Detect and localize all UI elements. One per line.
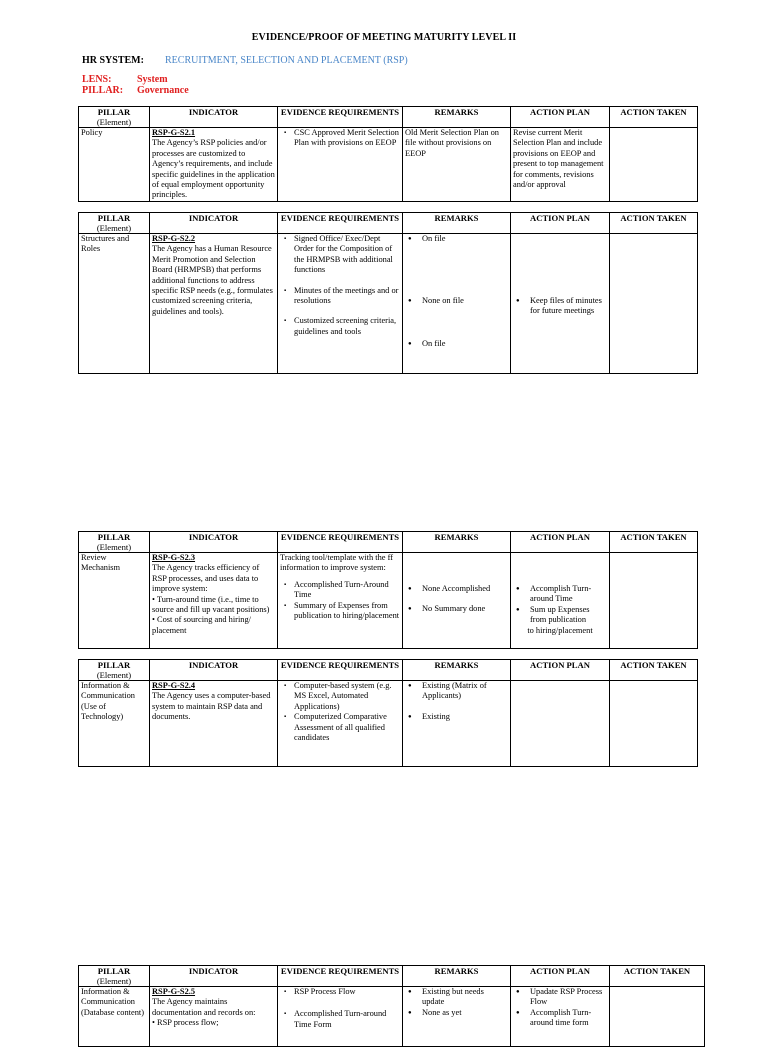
remarks-item: ● None on file — [405, 296, 508, 306]
remarks-cell — [403, 234, 511, 374]
table-header-row — [79, 213, 698, 234]
action-taken-cell — [610, 553, 698, 649]
table-row — [79, 987, 705, 1047]
lens-label: LENS: — [82, 74, 112, 85]
header-remarks: REMARKS — [403, 532, 511, 553]
header-remarks: REMARKS — [403, 660, 511, 681]
evidence-table-4 — [78, 659, 698, 767]
action-taken-cell — [610, 234, 698, 374]
indicator-cell — [150, 987, 278, 1047]
action-plan-cell — [511, 553, 610, 649]
indicator-code: RSP-G-S2.1 — [152, 128, 196, 137]
evidence-item: ▪ Accomplished Turn-Around Time — [280, 580, 400, 601]
action-plan-item: ● Accomplish Turn-around Time — [513, 584, 607, 605]
pillar-cell: Policy — [79, 128, 150, 202]
hr-system-label: HR SYSTEM: — [82, 55, 144, 66]
table-row — [79, 681, 698, 767]
evidence-item: ▪ Accomplished Turn-around Time Form — [280, 1009, 400, 1030]
remarks-cell — [403, 987, 511, 1047]
header-action-taken: ACTION TAKEN — [610, 107, 698, 128]
action-plan-item: ● Sum up Expenses from publication — [513, 605, 607, 626]
document-title: EVIDENCE/PROOF OF MEETING MATURITY LEVEL II — [251, 32, 517, 43]
header-indicator: INDICATOR — [150, 966, 278, 987]
header-action-taken: ACTION TAKEN — [610, 660, 698, 681]
evidence-cell — [278, 128, 403, 202]
indicator-cell — [150, 234, 278, 374]
evidence-item: ▪ CSC Approved Merit Selection Plan with provisions on EEOP — [280, 128, 400, 149]
evidence-table-5 — [78, 965, 705, 1047]
indicator-item: • Turn-around time (i.e., time to source and fill up vacant positions) — [152, 594, 270, 615]
action-plan-item: ● Upadate RSP Process Flow — [513, 987, 607, 1008]
table-header-row — [79, 107, 698, 128]
table-header-row — [79, 966, 705, 987]
header-action-taken: ACTION TAKEN — [610, 532, 698, 553]
header-action-plan: ACTION PLAN — [511, 213, 610, 234]
indicator-text: The Agency uses a computer-based system to maintain RSP data and documents. — [152, 691, 271, 722]
indicator-cell — [150, 681, 278, 767]
header-action-taken: ACTION TAKEN — [610, 966, 705, 987]
table-row — [79, 128, 698, 202]
remarks-cell: Old Merit Selection Plan on file without provisions on EEOP — [403, 128, 511, 202]
indicator-item: • Cost of sourcing and hiring/ placement — [152, 615, 252, 635]
action-taken-cell — [610, 681, 698, 767]
pillar-cell: Information & Communication (Use of Technology) — [79, 681, 150, 767]
header-pillar: PILLAR (Element) — [79, 532, 150, 553]
evidence-item: ▪ RSP Process Flow — [280, 987, 400, 997]
evidence-item: ▪ Signed Office/ Exec/Dept Order for the Composition of the HRMPSB with additional functions — [280, 234, 400, 276]
remarks-cell — [403, 681, 511, 767]
table-row — [79, 234, 698, 374]
header-remarks: REMARKS — [403, 107, 511, 128]
header-action-plan: ACTION PLAN — [511, 107, 610, 128]
header-action-plan: ACTION PLAN — [511, 660, 610, 681]
remarks-item: ● None Accomplished — [405, 584, 508, 594]
indicator-code: RSP-G-S2.5 — [152, 987, 196, 996]
header-evidence: EVIDENCE REQUIREMENTS — [278, 213, 403, 234]
action-plan-item: to hiring/placement — [527, 625, 593, 635]
evidence-table-1 — [78, 106, 698, 202]
evidence-cell — [278, 681, 403, 767]
evidence-item: ▪ Summary of Expenses from publication to hiring/placement — [280, 601, 400, 622]
pillar-cell: Review Mechanism — [79, 553, 150, 649]
evidence-item: ▪ Customized screening criteria, guidelines and tools — [280, 316, 400, 337]
evidence-cell — [278, 553, 403, 649]
evidence-item: ▪ Minutes of the meetings and or resolutions — [280, 286, 400, 307]
header-indicator: INDICATOR — [150, 107, 278, 128]
pillar-value: Governance — [137, 85, 189, 96]
lens-value: System — [137, 74, 168, 85]
evidence-cell — [278, 234, 403, 374]
table-row — [79, 553, 698, 649]
header-indicator: INDICATOR — [150, 660, 278, 681]
header-pillar: PILLAR (Element) — [79, 107, 150, 128]
header-indicator: INDICATOR — [150, 532, 278, 553]
remarks-item: ● On file — [405, 339, 508, 349]
header-evidence: EVIDENCE REQUIREMENTS — [278, 966, 403, 987]
evidence-table-2 — [78, 212, 698, 374]
action-plan-item: ● Accomplish Turn-around time form — [513, 1008, 607, 1029]
header-pillar: PILLAR (Element) — [79, 966, 150, 987]
action-plan-cell — [511, 681, 610, 767]
evidence-item: ▪ Computerized Comparative Assessment of all qualified candidates — [280, 712, 400, 743]
evidence-cell — [278, 987, 403, 1047]
header-evidence: EVIDENCE REQUIREMENTS — [278, 532, 403, 553]
header-evidence: EVIDENCE REQUIREMENTS — [278, 107, 403, 128]
action-plan-item: ● Keep files of minutes for future meetings — [513, 296, 607, 317]
header-action-taken: ACTION TAKEN — [610, 213, 698, 234]
action-taken-cell — [610, 987, 705, 1047]
remarks-item: ● None as yet — [405, 1008, 508, 1018]
header-pillar: PILLAR (Element) — [79, 660, 150, 681]
hr-system-value: RECRUITMENT, SELECTION AND PLACEMENT (RSP) — [165, 55, 408, 66]
remarks-item: ● Existing — [405, 712, 508, 722]
evidence-item: ▪ Computer-based system (e.g. MS Excel, Automated Applications) — [280, 681, 400, 712]
table-header-row — [79, 532, 698, 553]
pillar-cell: Information & Communication (Database content) — [79, 987, 150, 1047]
header-remarks: REMARKS — [403, 213, 511, 234]
header-indicator: INDICATOR — [150, 213, 278, 234]
header-evidence: EVIDENCE REQUIREMENTS — [278, 660, 403, 681]
indicator-text: The Agency has a Human Resource Merit Promotion and Selection Board (HRMPSB) that performs additional functions to address specific RSP needs (e.g., formulates customized screening criteria, guidelines and tools). — [152, 244, 273, 316]
evidence-table-3 — [78, 531, 698, 649]
indicator-cell — [150, 128, 278, 202]
table-header-row — [79, 660, 698, 681]
indicator-text: The Agency maintains documentation and records on: — [152, 997, 256, 1017]
action-plan-cell: Revise current Merit Selection Plan and include provisions on EEOP and present to top management for comments, revisions and/or approval — [511, 128, 610, 202]
header-action-plan: ACTION PLAN — [511, 966, 610, 987]
header-action-plan: ACTION PLAN — [511, 532, 610, 553]
indicator-code: RSP-G-S2.3 — [152, 553, 196, 562]
header-remarks: REMARKS — [403, 966, 511, 987]
action-plan-cell — [511, 987, 610, 1047]
remarks-item: ● Existing (Matrix of Applicants) — [405, 681, 508, 702]
pillar-label: PILLAR: — [82, 85, 124, 96]
action-taken-cell — [610, 128, 698, 202]
indicator-code: RSP-G-S2.4 — [152, 681, 196, 690]
indicator-item: • RSP process flow; — [152, 1018, 219, 1028]
evidence-intro: Tracking tool/template with the ff information to improve system: — [280, 553, 394, 573]
remarks-item: ● Existing but needs update — [405, 987, 508, 1008]
pillar-cell: Structures and Roles — [79, 234, 150, 374]
indicator-cell — [150, 553, 278, 649]
remarks-item: ● On file — [405, 234, 508, 244]
header-pillar: PILLAR (Element) — [79, 213, 150, 234]
indicator-code: RSP-G-S2.2 — [152, 234, 196, 243]
action-plan-cell — [511, 234, 610, 374]
remarks-cell — [403, 553, 511, 649]
indicator-text: The Agency tracks efficiency of RSP processes, and uses data to improve system: — [152, 563, 260, 594]
remarks-item: ● No Summary done — [405, 604, 508, 614]
indicator-text: The Agency’s RSP policies and/or processes are customized to Agency’s requirements, and include specific guidelines in the application of equal employment opportunity principles. — [152, 138, 275, 200]
